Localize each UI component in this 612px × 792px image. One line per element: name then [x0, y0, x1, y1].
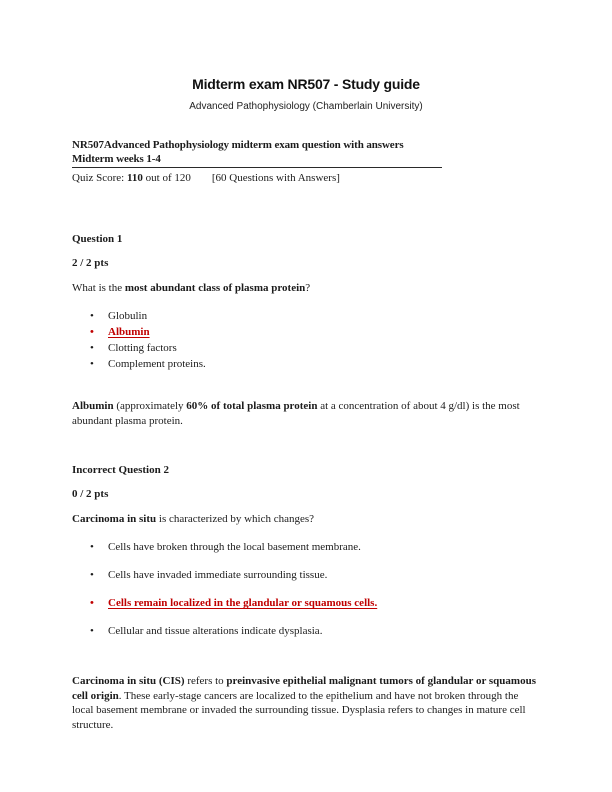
- answer-option-text: Cells have broken through the local basement membrane.: [108, 541, 361, 553]
- quiz-score-label: Quiz Score:: [72, 172, 127, 184]
- answer-option: [72, 340, 540, 356]
- question-section-2: [72, 463, 540, 732]
- answer-options-list: [72, 539, 540, 639]
- answer-explanation: Carcinoma in situ (CIS) refers to preinvasive epithelial malignant tumors of glandular or squamous cell origin. These early-stage cancers are localized to the epithelium and have not broken through the local basement membrane or invaded the surrounding tissue. Dysplasia refers to changes in mature cell structure.: [72, 675, 536, 731]
- quiz-score-line: [72, 171, 540, 185]
- question-section-1: [72, 232, 540, 428]
- question-prompt: What is the most abundant class of plasma protein?: [72, 282, 311, 294]
- question-label: Question 1: [72, 233, 123, 245]
- quiz-score-value: 110: [126, 172, 143, 184]
- question-points: 2 / 2 pts: [72, 257, 109, 269]
- exam-heading: [72, 138, 442, 168]
- answer-option-text: Complement proteins.: [108, 358, 206, 370]
- quiz-score-total: out of 120: [142, 172, 191, 184]
- answer-option-text: Cells remain localized in the glandular or squamous cells.: [108, 597, 378, 609]
- answer-option: [72, 567, 540, 583]
- correct-answer-option: [72, 324, 540, 340]
- answer-option: [72, 308, 540, 324]
- answer-option-text: Cellular and tissue alterations indicate dysplasia.: [108, 625, 323, 637]
- document-title: Midterm exam NR507 - Study guide: [192, 76, 420, 92]
- question-prompt: Carcinoma in situ is characterized by which changes?: [72, 513, 315, 525]
- question-label: Incorrect Question 2: [72, 464, 169, 476]
- exam-heading-line-2: Midterm weeks 1-4: [72, 153, 161, 165]
- question-points: 0 / 2 pts: [72, 488, 109, 500]
- exam-heading-line-1: NR507Advanced Pathophysiology midterm exam question with answers: [72, 139, 404, 151]
- question-count-note: [60 Questions with Answers]: [211, 172, 340, 184]
- answer-option-text: Globulin: [108, 310, 148, 322]
- answer-options-list: [72, 308, 540, 372]
- document-subtitle: Advanced Pathophysiology (Chamberlain University): [189, 101, 423, 112]
- answer-option: [72, 356, 540, 372]
- answer-option: [72, 539, 540, 555]
- answer-explanation: Albumin (approximately 60% of total plasma protein at a concentration of about 4 g/dl) is the most abundant plasma protein.: [72, 400, 520, 427]
- answer-option-text: Cells have invaded immediate surrounding tissue.: [108, 569, 328, 581]
- answer-option-text: Albumin: [108, 326, 150, 338]
- answer-option: [72, 623, 540, 639]
- correct-answer-option: [72, 595, 540, 611]
- answer-option-text: Clotting factors: [108, 342, 177, 354]
